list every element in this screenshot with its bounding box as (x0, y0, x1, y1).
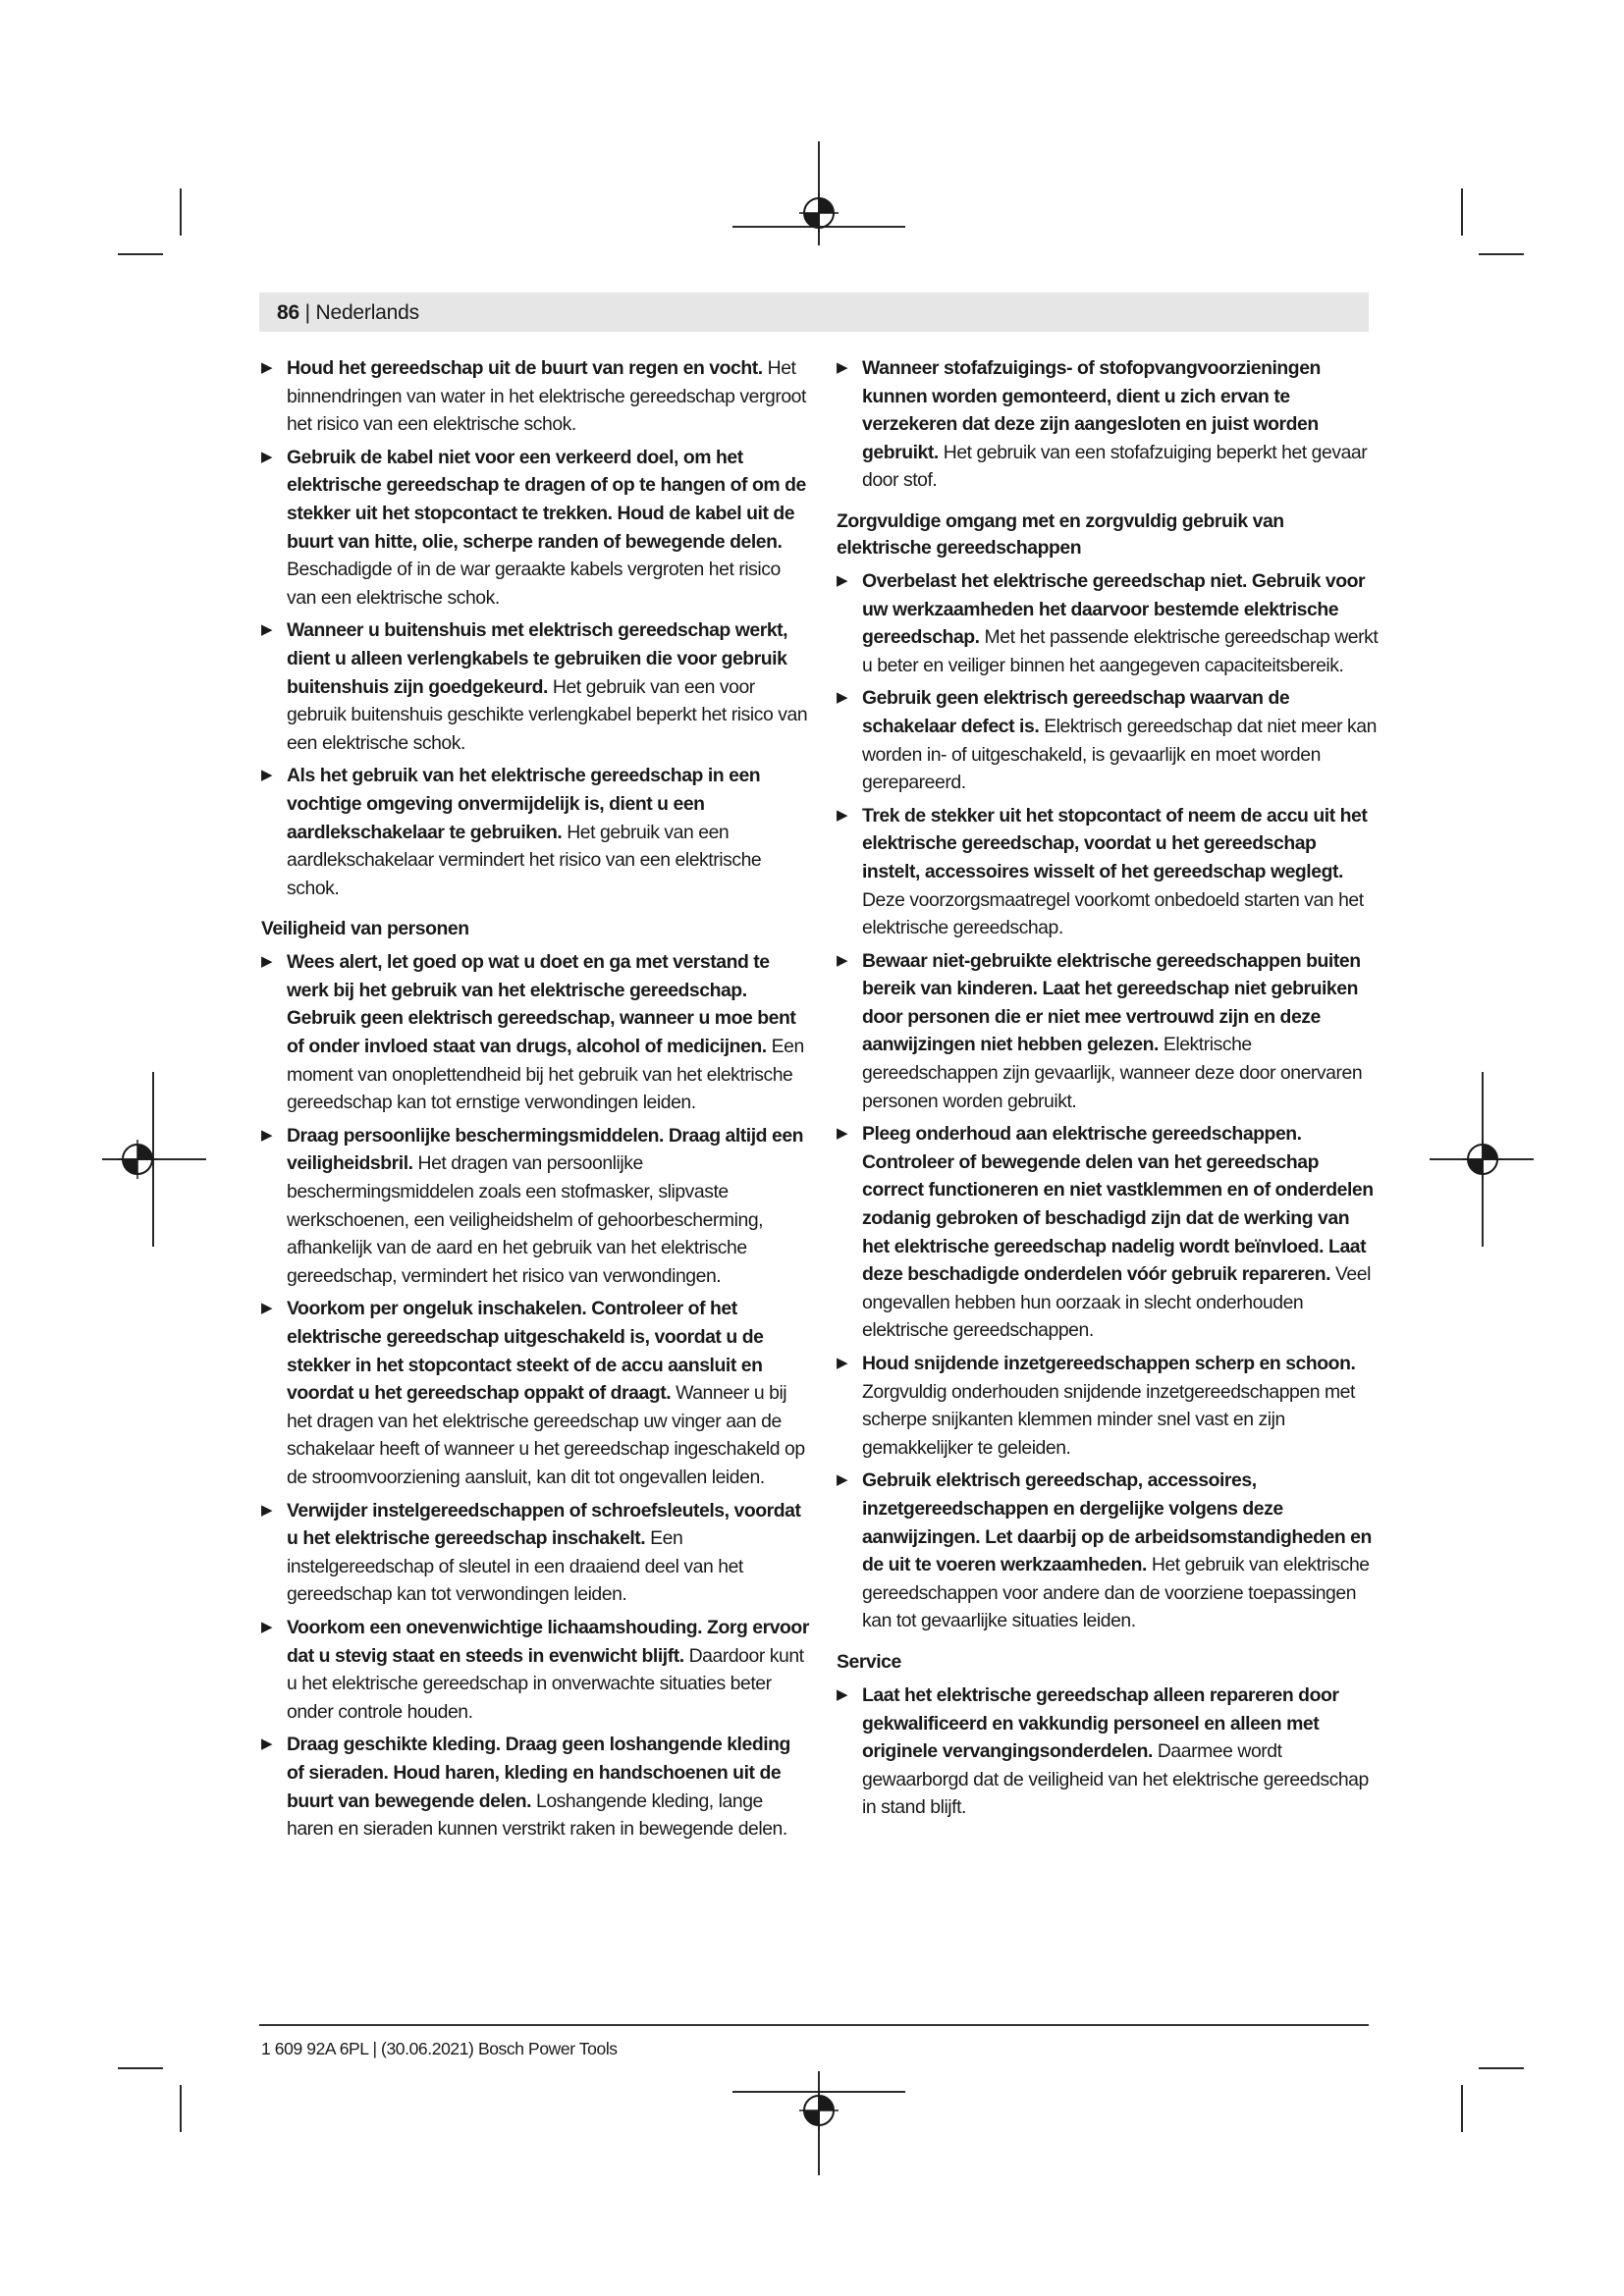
bullet-normal-text: Daardoor kunt u het elektrische gereedschap in onverwachte situaties beter onder controle houden. (287, 1644, 804, 1723)
bullet-arrow-icon: ▶ (261, 1126, 273, 1144)
footer-text: 1 609 92A 6PL | (30.06.2021) Bosch Power Tools (261, 2039, 618, 2058)
registration-target-icon (797, 2089, 840, 2132)
bullet-bold-text: Gebruik elektrisch gereedschap, accessoires, inzetgereedschappen en dergelijke volgens deze aanwijzingen. Let daarbij op de arbeidsomstandigheden en de uit te voeren werkzaamheden. (862, 1469, 1372, 1576)
bullet-bold-text: Laat het elektrische gereedschap alleen repareren door gekwalificeerd en vakkundig personeel en alleen met originele vervangingsonderdelen. (862, 1683, 1339, 1763)
bullet-normal-text: Het gebruik van een stofafzuiging beperkt het gevaar door stof. (862, 441, 1368, 492)
bullet-bold-text: Gebruik de kabel niet voor een verkeerd doel, om het elektrische gereedschap te dragen of op te hangen of om de stekker uit het stopcontact te trekken. Houd de kabel uit de buurt van hitte, olie, scherpe randen of bewegende delen. (287, 446, 806, 553)
bullet-normal-text: Het gebruik van een voor gebruik buitenshuis geschikte verlengkabel beperkt het risico van een elektrische schok. (287, 675, 808, 754)
bullet-arrow-icon: ▶ (261, 1501, 273, 1519)
bullet-bold-text: Wanneer stofafzuigings- of stofopvangvoorzieningen kunnen worden gemonteerd, dient u zich ervan te verzekeren dat deze zijn aangesloten en juist worden gebruikt. (862, 357, 1321, 463)
bullet-item (837, 1350, 1379, 1462)
crop-mark-top-left-horizontal (118, 253, 163, 255)
left-bullets-b (261, 948, 811, 1842)
crop-mark-top-right-horizontal (1479, 253, 1524, 255)
bullet-item (261, 1497, 811, 1609)
bullet-item (261, 354, 811, 439)
registration-target-icon (1461, 1138, 1504, 1181)
crop-mark-bottom-left-vertical (180, 2085, 182, 2132)
bullet-item (837, 684, 1379, 796)
bullet-arrow-icon: ▶ (261, 448, 273, 465)
bullet-arrow-icon: ▶ (837, 359, 848, 376)
left-column (261, 354, 811, 1848)
header-separator: | (298, 301, 316, 324)
bullet-item (837, 1467, 1379, 1635)
bullet-bold-text: Bewaar niet-gebruikte elektrische gereedschappen buiten bereik van kinderen. Laat het gereedschap niet gebruiken door personen die er niet mee vertrouwd zijn en deze aanwijzingen niet hebben gelezen. (862, 949, 1361, 1056)
bullet-bold-text: Verwijder instelgereedschappen of schroefsleutels, voordat u het elektrische gereedschap inschakelt. (287, 1499, 801, 1550)
bullet-bold-text: Draag persoonlijke beschermingsmiddelen. Draag altijd een veiligheidsbril. (287, 1124, 804, 1175)
section-heading-omgang: Zorgvuldige omgang met en zorgvuldig gebruik van elektrische gereedschappen (837, 509, 1284, 559)
bullet-normal-text: Deze voorzorgsmaatregel voorkomt onbedoeld starten van het elektrische gereedschap. (862, 888, 1364, 939)
header-language: Nederlands (315, 301, 419, 324)
bullet-arrow-icon: ▶ (261, 1618, 273, 1635)
bullet-item (837, 947, 1379, 1116)
bullet-arrow-icon: ▶ (837, 689, 848, 707)
bullet-arrow-icon: ▶ (837, 951, 848, 969)
bullet-item (261, 1731, 811, 1842)
bullet-arrow-icon: ▶ (837, 1471, 848, 1489)
bullet-arrow-icon: ▶ (837, 806, 848, 824)
bullet-arrow-icon: ▶ (837, 1125, 848, 1143)
crop-mark-bottom-right-vertical (1461, 2085, 1463, 2132)
bullet-normal-text: Daarmee wordt gewaarborgd dat de veiligheid van het elektrische gereedschap in stand blijft. (862, 1740, 1369, 1819)
right-bullets-b (837, 567, 1379, 1635)
bullet-arrow-icon: ▶ (837, 571, 848, 589)
crop-mark-top-right-vertical (1461, 188, 1463, 236)
right-bullets-a (837, 354, 1379, 495)
registration-target-icon (797, 191, 840, 235)
bullet-arrow-icon: ▶ (837, 1355, 848, 1371)
footer-rule (259, 2024, 1369, 2026)
bullet-arrow-icon: ▶ (837, 1685, 848, 1703)
bullet-item (837, 802, 1379, 942)
bullet-item (261, 616, 811, 757)
bullet-bold-text: Houd snijdende inzetgereedschappen scherp en schoon. (862, 1353, 1356, 1374)
bullet-bold-text: Wees alert, let goed op wat u doet en ga met verstand te werk bij het gebruik van het elektrische gereedschap. Gebruik geen elektrisch gereedschap, wanneer u moe bent of onder invloed staat van drugs, alcohol of medicijnen. (287, 951, 796, 1058)
crop-mark-top-left-vertical (180, 188, 182, 236)
bullet-bold-text: Gebruik geen elektrisch gereedschap waarvan de schakelaar defect is. (862, 687, 1290, 737)
bullet-item (837, 567, 1379, 679)
registration-target-icon (116, 1138, 159, 1181)
bullet-arrow-icon: ▶ (261, 359, 273, 376)
bullet-arrow-icon: ▶ (261, 621, 273, 639)
bullet-item (837, 354, 1379, 495)
bullet-normal-text: Het gebruik van een aardlekschakelaar vermindert het risico van een elektrische schok. (287, 821, 762, 899)
bullet-item (261, 948, 811, 1117)
section-heading-personen: Veiligheid van personen (261, 918, 469, 940)
bullet-normal-text: Zorgvuldig onderhouden snijdende inzetgereedschappen met scherpe snijkanten klemmen minder snel vast en zijn gemakkelijker te geleiden. (862, 1380, 1355, 1459)
bullet-bold-text: Houd het gereedschap uit de buurt van regen en vocht. (287, 357, 763, 379)
bullet-bold-text: Trek de stekker uit het stopcontact of neem de accu uit het elektrische gereedschap, voordat u het gereedschap instelt, accessoires wisselt of het gereedschap weglegt. (862, 804, 1368, 882)
bullet-item (837, 1682, 1379, 1822)
right-column (837, 354, 1379, 1827)
bullet-bold-text: Voorkom per ongeluk inschakelen. Controleer of het elektrische gereedschap uitgeschakeld is, voordat u de stekker in het stopcontact steekt of de accu aansluit en voordat u het gereedschap oppakt of draagt. (287, 1298, 764, 1405)
page-number: 86 (277, 301, 299, 324)
bullet-bold-text: Als het gebruik van het elektrische gereedschap in een vochtige omgeving onvermijdelijk is, dient u een aardlekschakelaar te gebruiken. (287, 765, 761, 843)
bullet-bold-text: Wanneer u buitenshuis met elektrisch gereedschap werkt, dient u alleen verlengkabels te gebruiken die voor gebruik buitenshuis zijn goedgekeurd. (287, 619, 788, 698)
bullet-item (837, 1120, 1379, 1345)
bullet-normal-text: Een moment van onoplettendheid bij het gebruik van het elektrische gereedschap kan tot ernstige verwondingen leiden. (287, 1036, 804, 1114)
bullet-normal-text: Beschadigde of in de war geraakte kabels vergroten het risico van een elektrische schok. (287, 559, 781, 609)
bullet-arrow-icon: ▶ (261, 1300, 273, 1317)
bullet-bold-text: Overbelast het elektrische gereedschap niet. Gebruik voor uw werkzaamheden het daarvoor bestemde elektrische gereedschap. (862, 569, 1366, 649)
page-header-band (259, 293, 1369, 332)
bullet-normal-text: Veel ongevallen hebben hun oorzaak in slecht onderhouden elektrische gereedschappen. (862, 1263, 1371, 1342)
bullet-arrow-icon: ▶ (261, 767, 273, 784)
bullet-normal-text: Het gebruik van elektrische gereedschappen voor andere dan de voorziene toepassingen kan tot gevaarlijke situaties leiden. (862, 1554, 1370, 1632)
page-header (277, 300, 419, 326)
bullet-normal-text: Elektrisch gereedschap dat niet meer kan worden in- of uitgeschakeld, is gevaarlijk en moet worden gerepareerd. (862, 715, 1377, 794)
bullet-normal-text: Het dragen van persoonlijke beschermingsmiddelen zoals een stofmasker, slipvaste werkschoenen, een veiligheidshelm of gehoorbescherming, afhankelijk van de aard en het gebruik van het elektrische gereedschap, vermindert het risico van verwondingen. (287, 1152, 764, 1287)
bullet-bold-text: Draag geschikte kleding. Draag geen loshangende kleding of sieraden. Houd haren, kleding en handschoenen uit de buurt van bewegende delen. (287, 1734, 790, 1812)
crop-mark-bottom-right-horizontal (1479, 2067, 1524, 2069)
bullet-bold-text: Pleeg onderhoud aan elektrische gereedschappen. Controleer of bewegende delen van het gereedschap correct functioneren en niet vastklemmen en of onderdelen zodanig gebroken of beschadigd zijn dat de werking van het elektrische gereedschap nadelig wordt beïnvloed. Laat deze beschadigde onderdelen vóór gebruik repareren. (862, 1123, 1374, 1286)
bullet-item (261, 1614, 811, 1726)
left-bullets-a (261, 354, 811, 902)
bullet-normal-text: Met het passende elektrische gereedschap werkt u beter en veiliger binnen het aangegeven capaciteitsbereik. (862, 626, 1379, 676)
bullet-normal-text: Loshangende kleding, lange haren en sieraden kunnen verstrikt raken in bewegende delen. (287, 1789, 787, 1841)
crop-mark-bottom-left-horizontal (118, 2067, 163, 2069)
bullet-item (261, 1122, 811, 1291)
right-bullets-c (837, 1682, 1379, 1822)
bullet-arrow-icon: ▶ (261, 953, 273, 971)
bullet-arrow-icon: ▶ (261, 1735, 273, 1753)
bullet-bold-text: Voorkom een onevenwichtige lichaamshouding. Zorg ervoor dat u stevig staat en steeds in evenwicht blijft. (287, 1616, 809, 1667)
bullet-normal-text: Een instelgereedschap of sleutel in een draaiend deel van het gereedschap kan tot verwondingen leiden. (287, 1527, 743, 1606)
bullet-normal-text: Het binnendringen van water in het elektrische gereedschap vergroot het risico van een elektrische schok. (287, 357, 806, 436)
bullet-item (261, 762, 811, 902)
bullet-item (261, 1295, 811, 1491)
bullet-item (261, 444, 811, 613)
bullet-normal-text: Elektrische gereedschappen zijn gevaarlijk, wanneer deze door onervaren personen worden gebruikt. (862, 1034, 1363, 1112)
section-heading-service: Service (837, 1650, 901, 1673)
bullet-normal-text: Wanneer u bij het dragen van het elektrische gereedschap uw vinger aan de schakelaar heeft of wanneer u het gereedschap ingeschakeld op de stroomvoorziening aansluit, kan dit tot ongevallen leiden. (287, 1382, 805, 1488)
